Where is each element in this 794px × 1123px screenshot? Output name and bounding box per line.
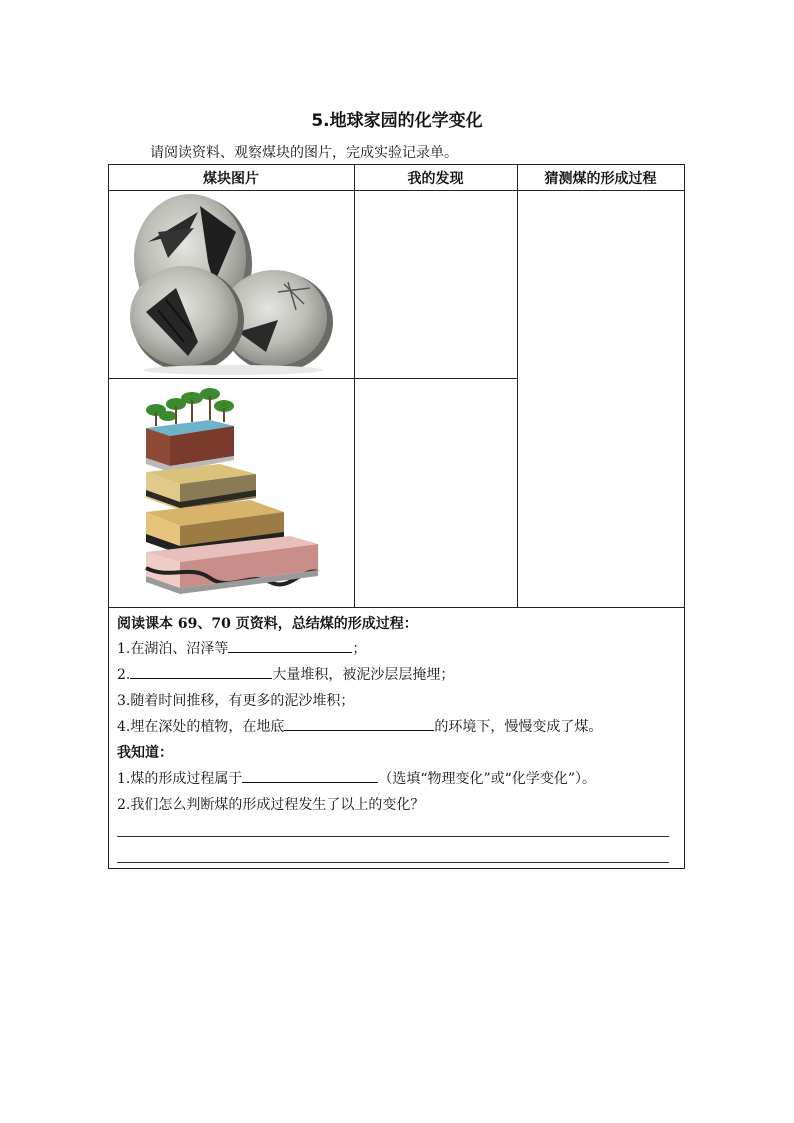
question-1-blank[interactable] [242, 768, 378, 783]
step-1-suffix: ； [352, 641, 367, 657]
instructions: 请阅读资料、观察煤块的图片，完成实验记录单。 [150, 145, 458, 161]
know-question-2: 2.我们怎么判断煤的形成过程发生了以上的变化？ [117, 797, 425, 813]
summary-step-1 [117, 638, 366, 658]
rock-layers-image [140, 386, 322, 600]
answer-line-2[interactable] [117, 862, 669, 863]
question-1-suffix: （选填“物理变化”或“化学变化”）。 [378, 771, 596, 787]
step-4-text: 4.埋在深处的植物，在地底 [117, 719, 285, 735]
header-coal-picture: 煤块图片 [203, 171, 259, 187]
step-2-text: 2. [117, 667, 131, 683]
know-heading: 我知道： [117, 745, 173, 761]
header-guess-formation: 猜测煤的形成过程 [544, 171, 657, 187]
coal-fossil-image [128, 192, 338, 376]
step-4-blank[interactable] [284, 716, 434, 731]
question-1-text: 1.煤的形成过程属于 [117, 771, 243, 787]
summary-step-3: 3.随着时间推移，有更多的泥沙堆积； [117, 693, 355, 709]
step-2-suffix: 大量堆积，被泥沙层层掩埋； [272, 667, 455, 683]
header-my-findings: 我的发现 [407, 171, 464, 187]
page-title: 5.地球家园的化学变化 [311, 111, 483, 131]
answer-line-1[interactable] [117, 836, 669, 837]
step-1-text: 1.在湖泊、沼泽等 [117, 641, 229, 657]
step-4-suffix: 的环境下，慢慢变成了煤。 [434, 719, 603, 735]
step-1-blank[interactable] [228, 638, 352, 653]
summary-step-2 [117, 664, 454, 684]
know-question-1 [117, 768, 596, 788]
summary-heading: 阅读课本 69、70 页资料，总结煤的形成过程： [117, 616, 418, 632]
step-2-blank[interactable] [130, 664, 272, 679]
summary-step-4 [117, 716, 602, 736]
